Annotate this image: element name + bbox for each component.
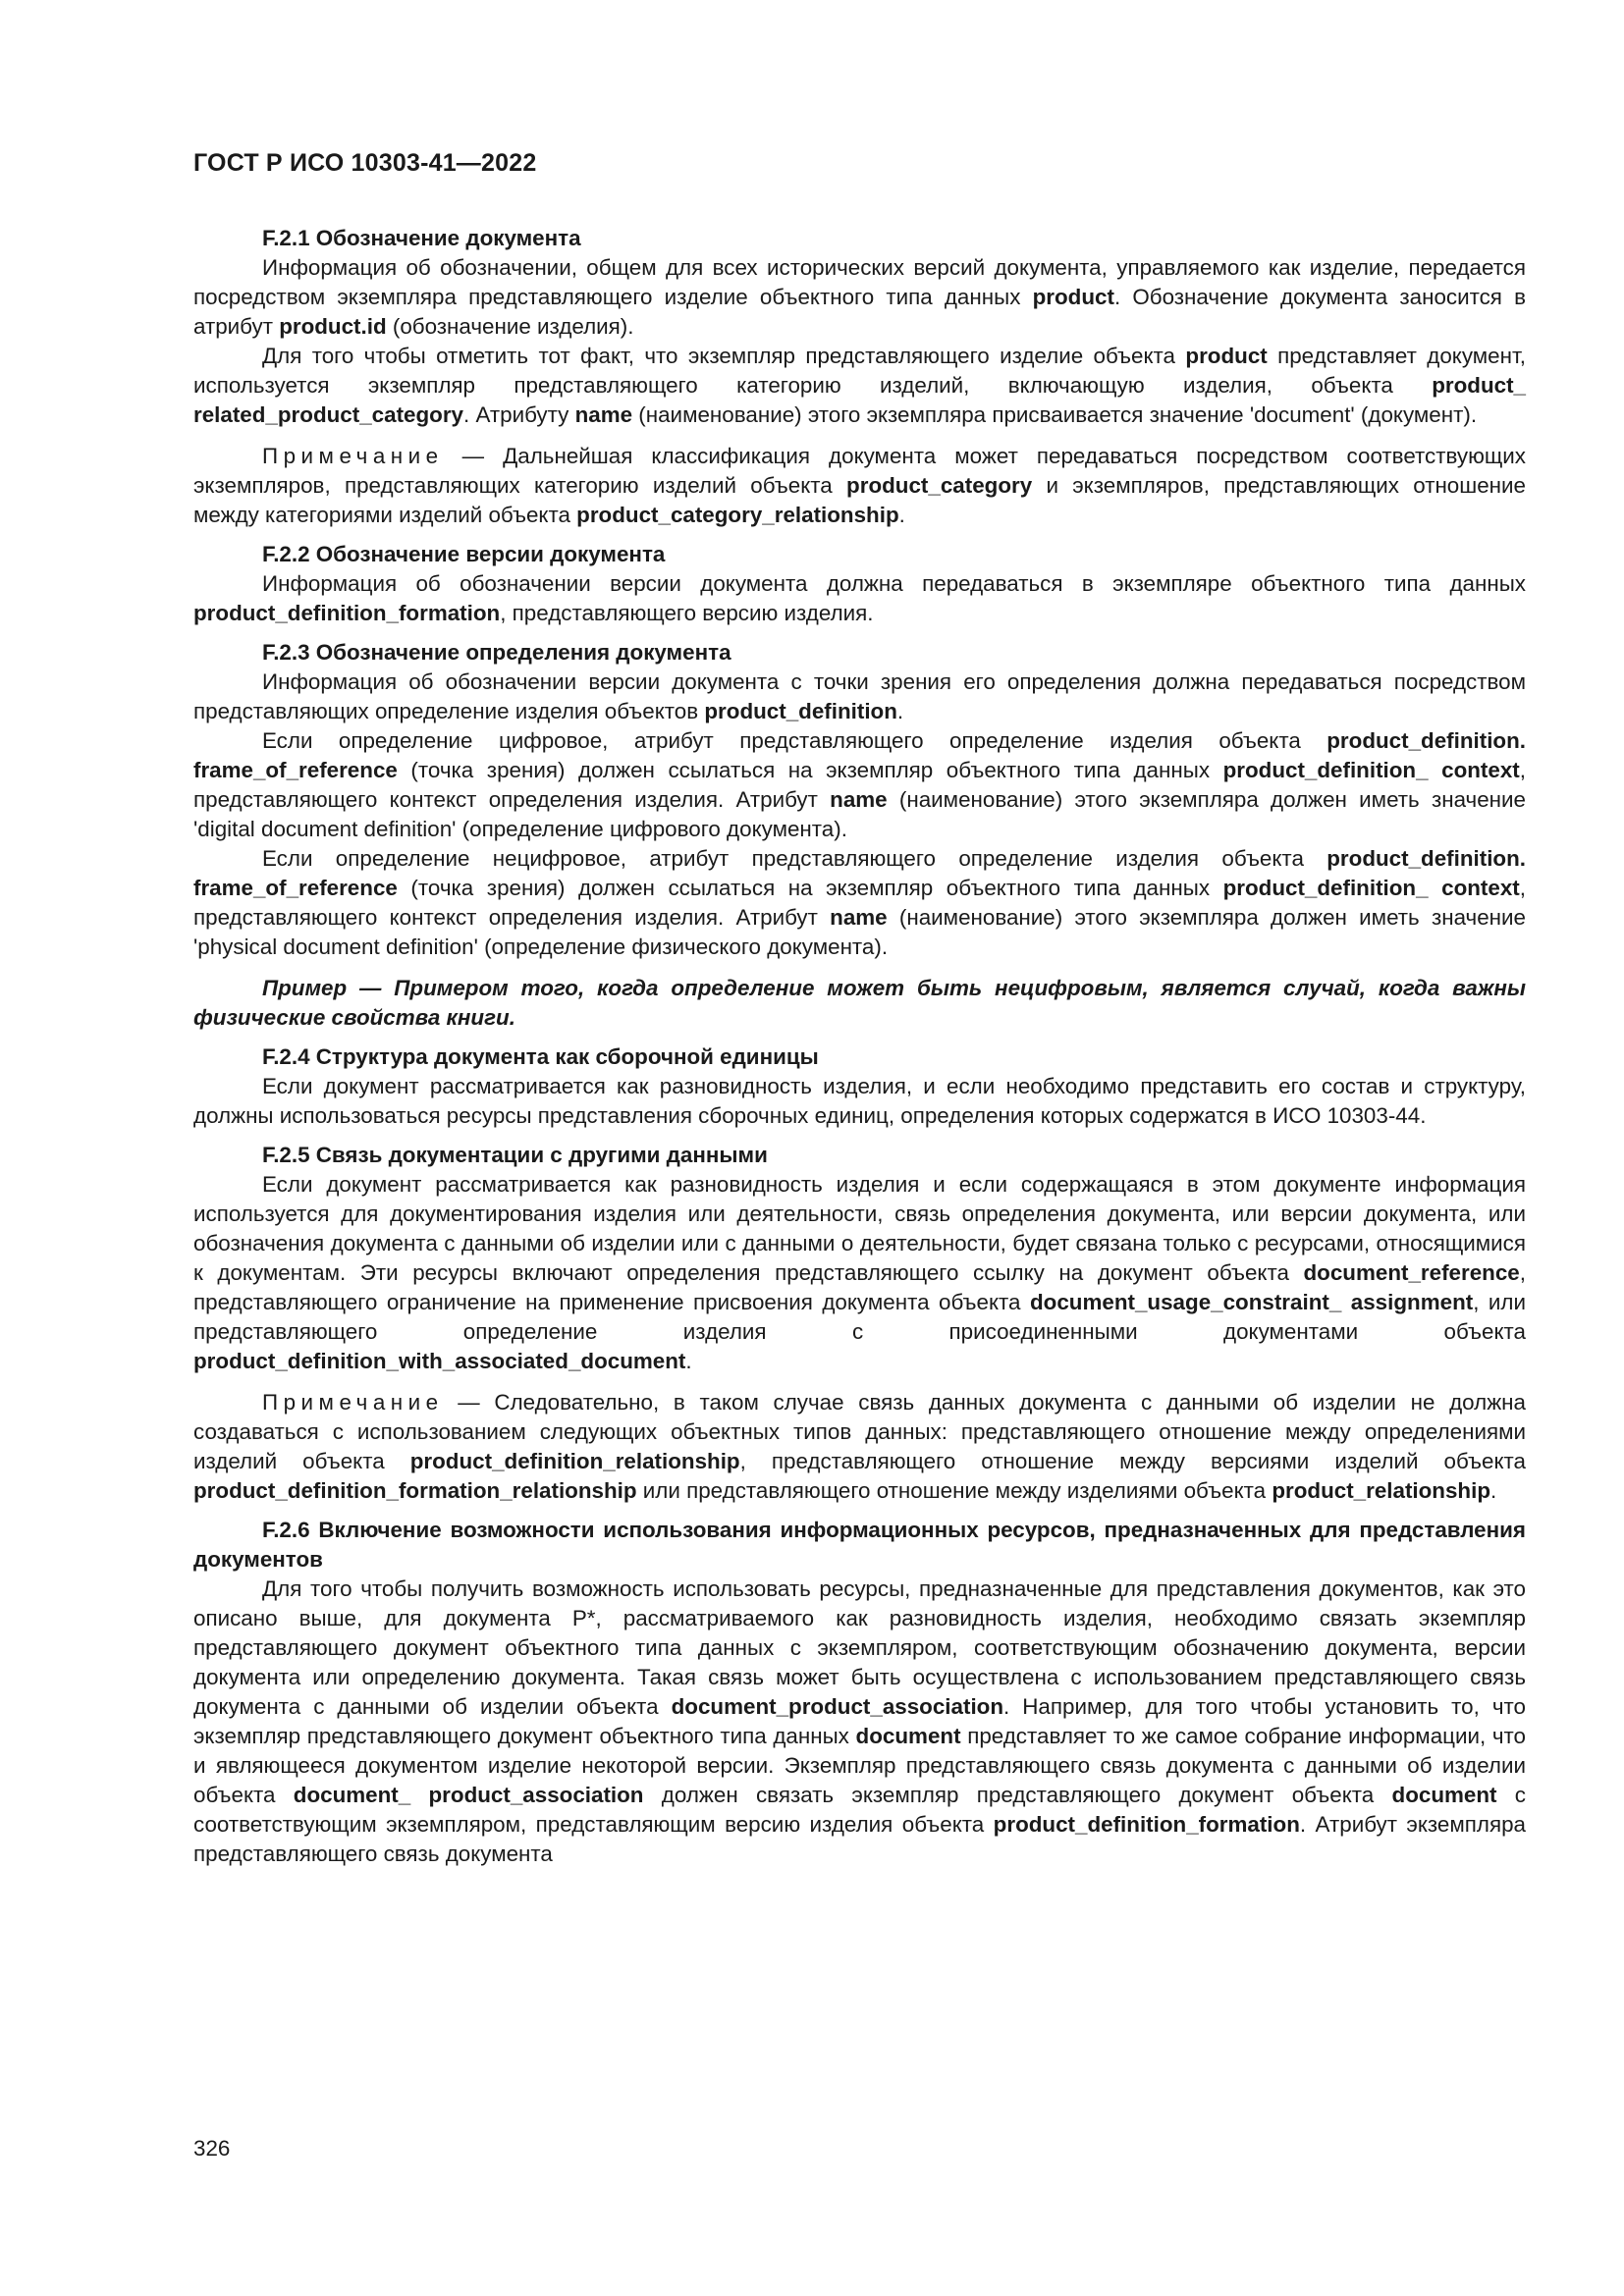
note-paragraph: Примечание — Дальнейшая классификация документа может передаваться посредством соответствующих экземпляров, представляющих категорию изделий объекта product_category и экземпляров, представляющих отношение между категориями изделий объекта product_category_relationship. xyxy=(193,444,1527,527)
term: product_definition_formation xyxy=(993,1812,1300,1837)
term: document_product_association xyxy=(671,1694,1004,1719)
note-label: Примечание xyxy=(262,444,444,468)
body-paragraph: Информация об обозначении, общем для всех исторических версий документа, управляемого как изделие, передается посредством экземпляра представляющего изделие объектного типа данных product. Обозначение документа заносится в атрибут product.id (обозначение изделия). xyxy=(193,255,1527,339)
body-paragraph: Для того чтобы получить возможность использовать ресурсы, предназначенные для представления документов, как это описано выше, для документа P*, рассматриваемого как разновидность изделия, необходимо связать экземпляр представляющего документ объектного типа данных с экземпляром, соответствующим обозначению документа, версии документа или определению документа. Такая связь может быть осуществлена с использованием представляющего связь документа с данными об изделии объекта document_product_association. Например, для того чтобы установить то, что экземпляр представляющего документ объектного типа данных document представляет то же самое собрание информации, что и являющееся документом изделие некоторой версии. Экземпляр представляющего связь документа с данными об изделии объекта document_ product_association должен связать экземпляр представляющего документ объекта document с соответствующим экземпляром, представляющим версию изделия объекта product_definition_formation. Атрибут экземпляра представляющего связь документа xyxy=(193,1576,1526,1866)
term: document xyxy=(855,1724,961,1748)
section-heading: F.2.3 Обозначение определения документа xyxy=(262,640,731,665)
body-paragraph: Для того чтобы отметить тот факт, что экземпляр представляющего изделие объекта product представляет документ, используется экземпляр представляющего категорию изделий, включающую изделия, объекта product_ related_product_category. Атрибуту name (наименование) этого экземпляра присваивается значение 'document' (документ). xyxy=(193,344,1526,427)
section-heading: F.2.6 Включение возможности использования информационных ресурсов, предназначенных для представления документов xyxy=(193,1518,1526,1572)
term: name xyxy=(830,787,888,812)
term: product xyxy=(1032,285,1114,309)
term: product_relationship xyxy=(1272,1478,1491,1503)
body-paragraph: Информация об обозначении версии документа с точки зрения его определения должна передаваться посредством представляющих определение изделия объектов product_definition. xyxy=(193,669,1526,723)
section-heading: F.2.2 Обозначение версии документа xyxy=(262,542,666,566)
term: document_reference xyxy=(1303,1260,1520,1285)
body-paragraph: Если документ рассматривается как разновидность изделия, и если необходимо представить его состав и структуру, должны использоваться ресурсы представления сборочных единиц, определения которых содержатся в ИСО 10303-44. xyxy=(193,1074,1526,1128)
term: product_category_relationship xyxy=(576,503,899,527)
document-header: ГОСТ Р ИСО 10303-41—2022 xyxy=(193,149,537,177)
body-paragraph: Информация об обозначении версии документа должна передаваться в экземпляре объектного типа данных product_definition_formation, представляющего версию изделия. xyxy=(193,571,1526,625)
body-paragraph: Если документ рассматривается как разновидность изделия и если содержащаяся в этом документе информация используется для документирования изделия или деятельности, связь определения документа, или версии документа, или обозначения документа с данными об изделии или с данными о деятельности, будет связана только с ресурсами, относящимися к документам. Эти ресурсы включают определения представляющего ссылку на документ объекта document_reference, представляющего ограничение на применение присвоения документа объекта document_usage_constraint_ assignment, или представляющего определение изделия с присоединенными документами объекта product_definition_with_associated_document. xyxy=(193,1172,1526,1373)
page-number: 326 xyxy=(193,2136,231,2161)
term: document_usage_constraint_ assignment xyxy=(1030,1290,1474,1314)
term: product_definition_relationship xyxy=(409,1449,740,1473)
note-label: Примечание xyxy=(262,1390,444,1415)
section-heading: F.2.4 Структура документа как сборочной единицы xyxy=(262,1044,819,1069)
term: document xyxy=(1391,1783,1497,1807)
term: product_definition xyxy=(704,699,897,723)
term: product_definition_formation xyxy=(193,601,501,625)
example-paragraph: Пример — Примером того, когда определение может быть нецифровым, является случай, когда важны физические свойства книги. xyxy=(193,976,1526,1030)
term: name xyxy=(574,402,633,427)
body-paragraph: Если определение цифровое, атрибут представляющего определение изделия объекта product_definition. frame_of_reference (точка зрения) должен ссылаться на экземпляр объектного типа данных product_definition_ context, представляющего контекст определения изделия. Атрибут name (наименование) этого экземпляра должен иметь значение 'digital document definition' (определение цифрового документа). xyxy=(193,728,1526,841)
term: product_definition_with_associated_document xyxy=(193,1349,686,1373)
section-heading: F.2.1 Обозначение документа xyxy=(262,226,581,250)
term: product_definition_ context xyxy=(1222,758,1520,782)
term: product_ related_product_category xyxy=(193,373,1526,427)
term: product.id xyxy=(279,314,387,339)
document-body xyxy=(193,224,1526,1869)
term: product_category xyxy=(846,473,1033,498)
term: product_definition_ context xyxy=(1222,876,1520,900)
term: product_definition. frame_of_reference xyxy=(193,846,1526,900)
note-paragraph: Примечание — Следовательно, в таком случае связь данных документа с данными об изделии не должна создаваться с использованием следующих объектных типов данных: представляющего отношение между определениями изделий объекта product_definition_relationship, представляющего отношение между версиями изделий объекта product_definition_formation_relationship или представляющего отношение между изделиями объекта product_relationship. xyxy=(193,1390,1527,1503)
term: name xyxy=(830,905,888,930)
term: product_definition_formation_relationship xyxy=(193,1478,637,1503)
body-paragraph: Если определение нецифровое, атрибут представляющего определение изделия объекта product_definition. frame_of_reference (точка зрения) должен ссылаться на экземпляр объектного типа данных product_definition_ context, представляющего контекст определения изделия. Атрибут name (наименование) этого экземпляра должен иметь значение 'physical document definition' (определение физического документа). xyxy=(193,846,1526,959)
term: product xyxy=(1185,344,1268,368)
term: document_ product_association xyxy=(293,1783,644,1807)
term: product_definition. frame_of_reference xyxy=(193,728,1526,782)
section-heading: F.2.5 Связь документации с другими данными xyxy=(262,1143,768,1167)
